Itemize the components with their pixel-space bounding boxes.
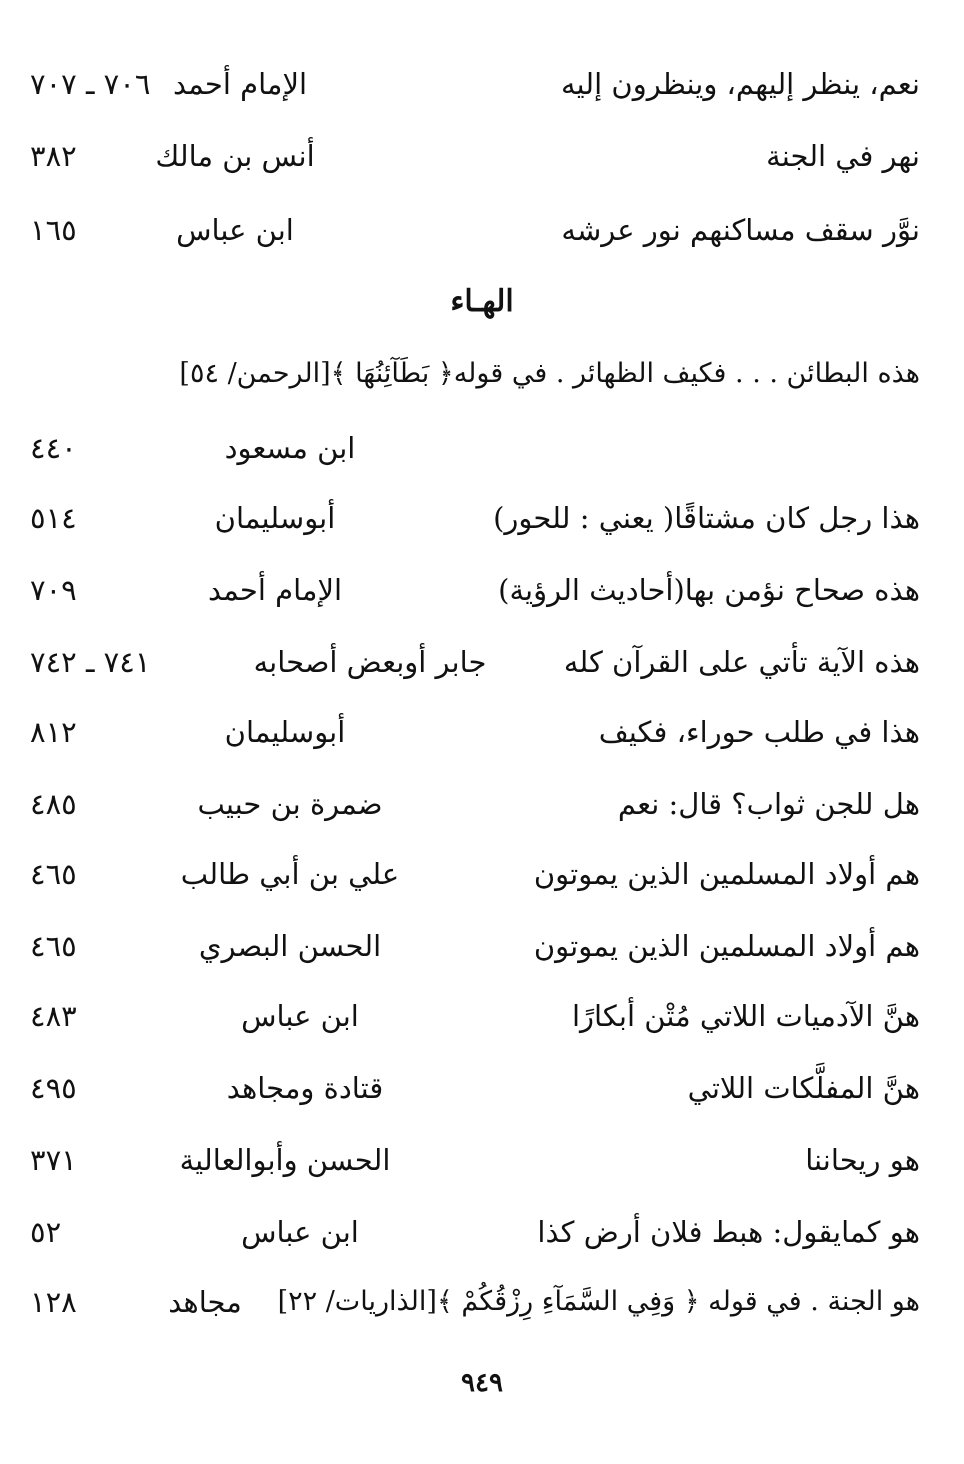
page-number: ٩٤٩ — [461, 1368, 503, 1398]
index-entry — [30, 1062, 920, 1114]
page-ref: ٤٨٣ — [30, 999, 77, 1033]
page-ref: ٤٨٥ — [30, 787, 77, 821]
page-ref: ١٦٥ — [30, 213, 77, 247]
index-entry — [30, 1134, 920, 1186]
page-ref: ٤٤٠ — [30, 431, 77, 465]
index-entry — [30, 1206, 920, 1258]
narrator: أبوسليمان — [224, 715, 346, 749]
hadith-text: هذا رجل كان مشتاقًا( يعني : للحور) — [493, 501, 920, 535]
index-entry — [30, 636, 920, 688]
page-ref: ٤٦٥ — [30, 857, 77, 891]
hadith-text: هو كمايقول: هبط فلان أرض كذا — [537, 1215, 920, 1249]
hadith-text: هم أولاد المسلمين الذين يموتون — [533, 857, 920, 891]
hadith-text: هو ريحاننا — [805, 1143, 920, 1177]
index-entry — [30, 492, 920, 544]
page-ref: ٥١٤ — [30, 501, 77, 535]
hadith-text: هنَّ الآدميات اللاتي مُتْن أبكارًا — [571, 999, 920, 1033]
narrator: أنس بن مالك — [155, 139, 315, 173]
hadith-text — [500, 422, 920, 474]
index-entry — [30, 920, 920, 972]
index-entry — [30, 422, 920, 474]
page-ref: ٤٩٥ — [30, 1071, 77, 1105]
hadith-text: هم أولاد المسلمين الذين يموتون — [533, 929, 920, 963]
narrator: الحسن البصري — [198, 929, 382, 963]
index-entry — [30, 848, 920, 900]
index-entry — [30, 58, 920, 110]
hadith-text: هذا في طلب حوراء، فكيف — [598, 715, 920, 749]
page-ref: ٨١٢ — [30, 715, 77, 749]
page-ref: ٣٨٢ — [30, 139, 77, 173]
index-entry-full — [40, 348, 920, 400]
narrator: الحسن وأبوالعالية — [179, 1143, 391, 1177]
page-ref: ٤٦٥ — [30, 929, 77, 963]
page-ref: ٣٧١ — [30, 1143, 77, 1177]
hadith-text: نهر في الجنة — [766, 139, 920, 173]
page-ref: ٧٠٩ — [30, 573, 77, 607]
hadith-text: نعم، ينظر إليهم، وينظرون إليه — [561, 67, 920, 101]
narrator: أبوسليمان — [214, 501, 336, 535]
page-ref: ٥٢ — [30, 1215, 62, 1249]
index-entry — [30, 1276, 920, 1328]
narrator: قتادة ومجاهد — [226, 1071, 384, 1105]
hadith-text: هذه البطائن . . . فكيف الظهائر . في قوله﴿ بَطَآئِنُهَا ﴾[الرحمن/ ٥٤] — [179, 358, 920, 389]
narrator: الإمام أحمد — [172, 67, 308, 101]
hadith-text: هنَّ المفلَّكات اللاتي — [687, 1071, 920, 1105]
page-ref: ٧٤١ ـ ٧٤٢ — [30, 645, 151, 679]
hadith-text: هذه الآية تأتي على القرآن كله — [563, 645, 920, 679]
narrator: مجاهد — [168, 1285, 242, 1319]
index-entry — [30, 564, 920, 616]
page-ref: ١٢٨ — [30, 1285, 77, 1319]
hadith-text: نوَّر سقف مساكنهم نور عرشه — [561, 213, 920, 247]
section-heading: الهـاء — [450, 284, 514, 319]
index-entry — [30, 990, 920, 1042]
narrator: ابن مسعود — [224, 431, 356, 465]
index-entry — [30, 130, 920, 182]
hadith-text: هل للجن ثواب؟ قال: نعم — [617, 787, 920, 821]
narrator: الإمام أحمد — [207, 573, 343, 607]
narrator: ضمرة بن حبيب — [197, 787, 383, 821]
narrator: ابن عباس — [176, 213, 294, 247]
index-entry — [30, 706, 920, 758]
hadith-text: هذه صحاح نؤمن بها(أحاديث الرؤية) — [498, 573, 920, 607]
narrator: جابر أوبعض أصحابه — [253, 645, 487, 679]
narrator: ابن عباس — [241, 999, 359, 1033]
page-ref: ٧٠٦ ـ ٧٠٧ — [30, 67, 151, 101]
narrator: علي بن أبي طالب — [180, 857, 400, 891]
index-entry — [30, 778, 920, 830]
index-entry — [30, 204, 920, 256]
hadith-text: هو الجنة . في قوله ﴿ وَفِي السَّمَآءِ رِزْقُكُمْ ﴾[الذاريات/ ٢٢] — [277, 1286, 920, 1317]
narrator: ابن عباس — [241, 1215, 359, 1249]
